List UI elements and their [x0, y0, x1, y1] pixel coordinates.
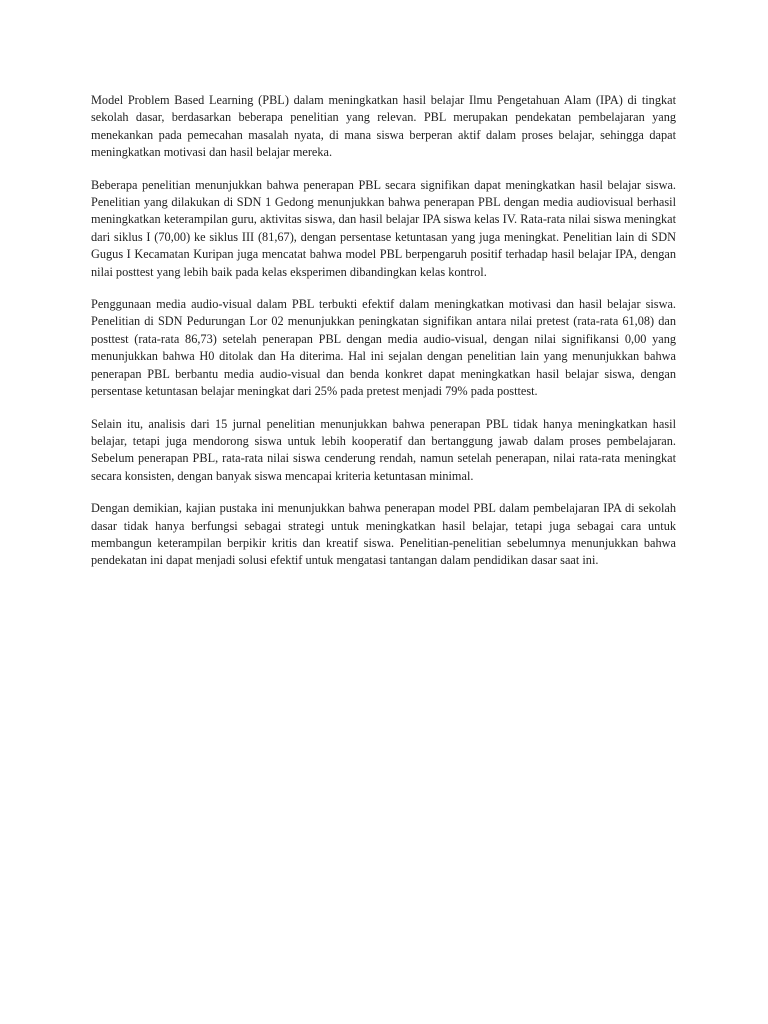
paragraph-2: Beberapa penelitian menunjukkan bahwa penerapan PBL secara signifikan dapat meningkatkan hasil belajar siswa. Penelitian yang dilakukan di SDN 1 Gedong menunjukkan bahwa penerapan PBL dengan media audiovisual berhasil meningkatkan keterampilan guru, aktivitas siswa, dan hasil belajar IPA siswa kelas IV. Rata-rata nilai siswa meningkat dari siklus I (70,00) ke siklus III (81,67), dengan persentase ketuntasan yang juga meningkat. Penelitian lain di SDN Gugus I Kecamatan Kuripan juga mencatat bahwa model PBL berpengaruh positif terhadap hasil belajar IPA, dengan nilai posttest yang lebih baik pada kelas eksperimen dibandingkan kelas kontrol. — [91, 177, 676, 279]
paragraph-1: Model Problem Based Learning (PBL) dalam meningkatkan hasil belajar Ilmu Pengetahuan Alam (IPA) di tingkat sekolah dasar, berdasarkan beberapa penelitian yang relevan. PBL merupakan pendekatan pembelajaran yang menekankan pada pemecahan masalah nyata, di mana siswa berperan aktif dalam proses belajar, sehingga dapat meningkatkan motivasi dan hasil belajar mereka. — [91, 93, 676, 160]
paragraph-5: Dengan demikian, kajian pustaka ini menunjukkan bahwa penerapan model PBL dalam pembelajaran IPA di sekolah dasar tidak hanya berfungsi sebagai strategi untuk meningkatkan hasil belajar, tetapi juga sebagai cara untuk membangun keterampilan berpikir kritis dan kreatif siswa. Penelitian-penelitian sebelumnya menunjukkan bahwa pendekatan ini dapat menjadi solusi efektif untuk mengatasi tantangan dalam pendidikan dasar saat ini. — [91, 501, 676, 568]
paragraph-4: Selain itu, analisis dari 15 jurnal penelitian menunjukkan bahwa penerapan PBL tidak hanya meningkatkan hasil belajar, tetapi juga mendorong siswa untuk lebih kooperatif dan bertanggung jawab dalam proses pembelajaran. Sebelum penerapan PBL, rata-rata nilai siswa cenderung rendah, namun setelah penerapan, nilai rata-rata meningkat secara konsisten, dengan banyak siswa mencapai kriteria ketuntasan minimal. — [91, 416, 676, 483]
paragraph-3: Penggunaan media audio-visual dalam PBL terbukti efektif dalam meningkatkan motivasi dan hasil belajar siswa. Penelitian di SDN Pedurungan Lor 02 menunjukkan peningkatan signifikan antara nilai pretest (rata-rata 61,08) dan posttest (rata-rata 86,73) setelah penerapan PBL dengan media audio-visual, dengan nilai signifikansi 0,00 yang menunjukkan bahwa H0 ditolak dan Ha diterima. Hal ini sejalan dengan penelitian lain yang menunjukkan bahwa penerapan PBL berbantu media audio-visual dan benda konkret dapat meningkatkan hasil belajar siswa, dengan persentase ketuntasan belajar meningkat dari 25% pada pretest menjadi 79% pada posttest. — [91, 297, 676, 399]
document-body — [91, 92, 676, 585]
